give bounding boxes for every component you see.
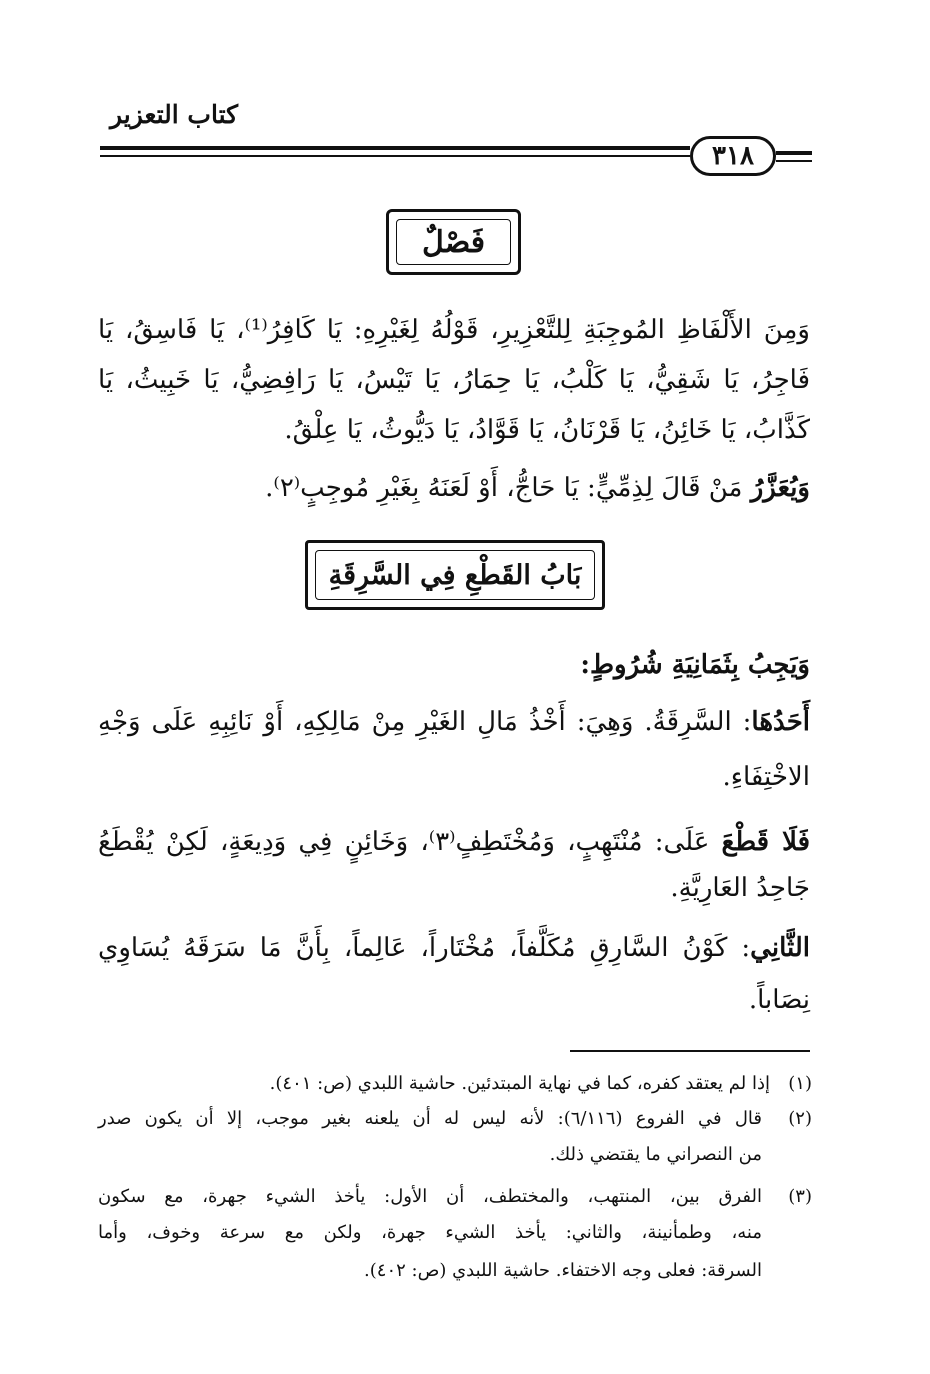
paragraph-line-3: كَذَّابُ، يَا خَائِنُ، يَا قَرْنَانُ، يَا قَوَّادُ، يَا دَيُّوثُ، يَا عِلْقُ. (284, 415, 810, 445)
paragraph-line-2: فَاجِرُ، يَا شَقِيُّ، يَا كَلْبُ، يَا حِمَارُ، يَا تَيْسُ، يَا رَافِضِيُّ، يَا خَبِيثُ، يَا (98, 365, 810, 395)
paragraph-text: عَلَى: مُنْتَهِبٍ، وَمُخْتَطِفٍ⁽٣⁾، وَخَائِنٍ فِي وَدِيعَةٍ، لَكِنْ يُقْطَعُ (98, 827, 722, 857)
condition-1-line-2: الاخْتِفَاءِ. (722, 762, 810, 792)
conditions-intro: وَيَجِبُ بِثَمَانِيَةِ شُرُوطٍ: (580, 650, 810, 680)
lead-word: الثَّانِي (750, 933, 810, 963)
lead-word: فَلَا قَطْعَ (721, 827, 811, 857)
footnote-3-line-2: منه، وطمأنينة، والثاني: يأخذ الشيء جهرة، ولكن مع سرعة وخوف، وأما (98, 1222, 762, 1243)
footnote-2-line-1: قال في الفروع (٦/١١٦): لأنه ليس له أن يلعنه بغير موجب، إلا أن يكون صدر (98, 1108, 762, 1129)
footnote-3-line-1: الفرق بين، المنتهب، والمختطف، أن الأول: يأخذ الشيء جهرة، مع سكون (98, 1186, 762, 1207)
condition-2-line-1 (98, 928, 810, 968)
section-heading: فَصْلٌ (421, 224, 486, 260)
lead-word: أَحَدُهَا (751, 707, 810, 737)
footnote-number: (٣) (788, 1186, 812, 1207)
header-rule-right (776, 151, 812, 155)
paragraph-line-1: وَمِنَ الأَلْفَاظِ المُوجِبَةِ لِلتَّعْزِيرِ، قَوْلُهُ لِغَيْرِهِ: يَا كَافِرُ⁽¹⁾، يَا فَاسِقُ، يَا (98, 315, 810, 345)
paragraph-tazir-dhimmi (265, 468, 810, 508)
footnote-separator (570, 1050, 810, 1052)
running-title: كتاب التعزير (110, 100, 239, 129)
condition-1-line-1 (98, 702, 810, 742)
chapter-heading: بَابُ القَطْعِ فِي السَّرِقَةِ (328, 559, 582, 591)
condition-1-note-line-1 (98, 822, 810, 862)
chapter-heading-box (305, 540, 605, 610)
footnote-3-line-3: السرقة: فعلى وجه الاختفاء. حاشية اللبدي (ص: ٤٠٢). (364, 1260, 762, 1281)
condition-1-note-line-2: جَاحِدُ العَارِيَّةِ. (670, 873, 810, 903)
section-heading-box (386, 209, 521, 275)
header-rule-thin (100, 155, 690, 157)
header-rule-right-thin (776, 160, 812, 162)
footnote-number: (٢) (788, 1108, 812, 1129)
page-number: ٣١٨ (690, 136, 776, 176)
condition-2-line-2: نِصَاباً. (748, 985, 810, 1015)
paragraph-text: : السَّرِقَةُ. وَهِيَ: أَخْذُ مَالِ الغَيْرِ مِنْ مَالِكِهِ، أَوْ نَائِبِهِ عَلَى وَجْهِ (98, 707, 752, 737)
lead-word: وَيُعَزَّرُ (750, 473, 810, 503)
header-rule-thick (100, 146, 690, 150)
footnote-2-line-2: من النصراني ما يقتضي ذلك. (549, 1144, 762, 1165)
paragraph-text: مَنْ قَالَ لِذِمِّيٍّ: يَا حَاجُّ، أَوْ لَعَنَهُ بِغَيْرِ مُوجِبٍ⁽٢⁾. (265, 473, 751, 503)
footnote-1-line-1: إذا لم يعتقد كفره، كما في نهاية المبتدئين. حاشية اللبدي (ص: ٤٠١). (269, 1073, 770, 1094)
paragraph-text: : كَوْنُ السَّارِقِ مُكَلَّفاً، مُخْتَاراً، عَالِماً، بِأَنَّ مَا سَرَقَهُ يُسَاوِي (98, 933, 751, 963)
footnote-number: (١) (788, 1073, 812, 1094)
